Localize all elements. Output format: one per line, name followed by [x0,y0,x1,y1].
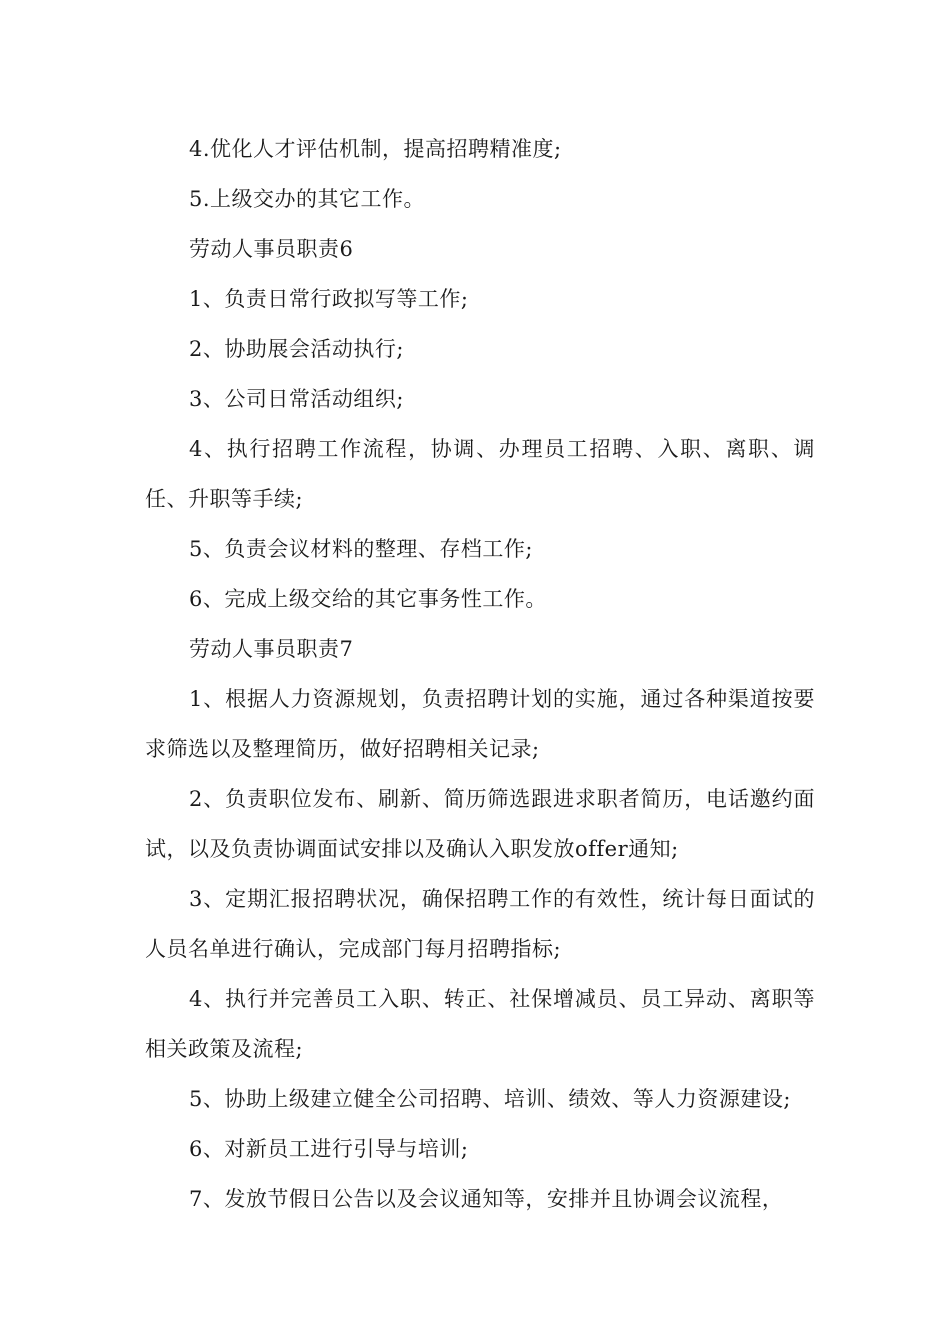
paragraph: 5.上级交办的其它工作。 [189,187,426,211]
paragraph: 5、负责会议材料的整理、存档工作; [189,537,533,561]
paragraph: 7、发放节假日公告以及会议通知等，安排并且协调会议流程， [189,1187,784,1211]
paragraph: 4、执行并完善员工入职、转正、社保增减员、员工异动、离职等相关政策及流程; [145,987,815,1061]
paragraph: 6、对新员工进行引导与培训; [189,1137,469,1161]
paragraph: 1、根据人力资源规划，负责招聘计划的实施，通过各种渠道按要求筛选以及整理简历，做好招聘相关记录; [145,687,815,761]
paragraph: 4.优化人才评估机制，提高招聘精准度; [189,137,562,161]
paragraph: 2、协助展会活动执行; [189,337,404,361]
paragraph: 1、负责日常行政拟写等工作; [189,287,469,311]
paragraph: 3、公司日常活动组织; [189,387,404,411]
section-heading: 劳动人事员职责6 [189,237,354,261]
paragraph: 5、协助上级建立健全公司招聘、培训、绩效、等人力资源建设; [189,1087,791,1111]
section-heading: 劳动人事员职责7 [189,637,354,661]
paragraph: 3、定期汇报招聘状况，确保招聘工作的有效性，统计每日面试的人员名单进行确认，完成部门每月招聘指标; [145,887,815,961]
paragraph: 4、执行招聘工作流程，协调、办理员工招聘、入职、离职、调任、升职等手续; [145,437,815,511]
paragraph: 6、完成上级交给的其它事务性工作。 [189,587,547,611]
document-body [145,124,815,1224]
paragraph: 2、负责职位发布、刷新、简历筛选跟进求职者简历，电话邀约面试，以及负责协调面试安排以及确认入职发放offer通知; [145,787,815,861]
